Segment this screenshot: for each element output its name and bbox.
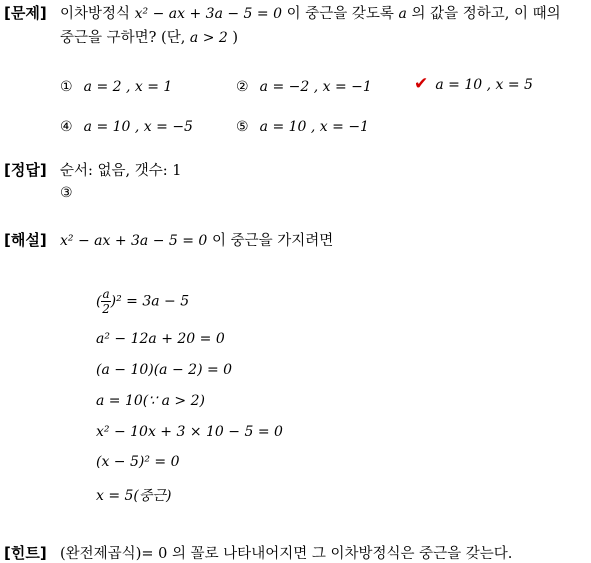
fraction-numerator: a (102, 287, 110, 301)
check-mark-icon: ✔ (414, 74, 429, 94)
step-7: x = 5(중근) (96, 488, 172, 504)
problem-text: 이 중근을 갖도록 (286, 6, 394, 22)
explanation-tag: [해설] (4, 231, 47, 249)
choice-mark: ④ (60, 119, 73, 135)
answer-tag: [정답] (4, 161, 47, 179)
problem-text: 이차방정식 (60, 6, 131, 22)
step-2: a² − 12a + 20 = 0 (96, 331, 225, 347)
choice-mark: ① (60, 79, 73, 95)
problem-equation: x² − ax + 3a − 5 = 0 (134, 6, 282, 22)
explanation-text: 이 중근을 가지려면 (211, 233, 334, 249)
choice-2[interactable] (236, 76, 372, 95)
choice-4[interactable] (60, 116, 193, 135)
fraction (101, 288, 110, 315)
explanation-lead (60, 229, 333, 250)
explanation-equation: x² − ax + 3a − 5 = 0 (60, 233, 208, 249)
choice-mark: ② (236, 79, 249, 95)
step-3: (a − 10)(a − 2) = 0 (96, 362, 233, 378)
problem-line-2 (60, 26, 238, 47)
variable-a: a (398, 6, 407, 22)
problem-text: ) (232, 30, 239, 46)
choice-3[interactable] (414, 74, 533, 94)
choice-1[interactable] (60, 76, 172, 95)
answer-line: 순서: 없음, 갯수: 1 (60, 163, 182, 179)
choice-text: a = 10 , x = −5 (83, 119, 193, 135)
choice-5[interactable] (236, 116, 369, 135)
problem-tag: [문제] (4, 4, 47, 22)
fraction-denominator: 2 (102, 302, 110, 316)
choice-text: a = 10 , x = −1 (259, 119, 369, 135)
problem-condition: a > 2 (189, 30, 228, 46)
choice-text: a = 10 , x = 5 (435, 77, 533, 93)
problem-text: 중근을 구하면? (단, (60, 30, 186, 46)
choice-text: a = 2 , x = 1 (83, 79, 173, 95)
step-4: a = 10(∵ a > 2) (96, 393, 205, 409)
hint-text: (완전제곱식)= 0 의 꼴로 나타내어지면 그 이차방정식은 중근을 갖는다. (60, 546, 513, 562)
hint-tag: [힌트] (4, 544, 47, 562)
step-5: x² − 10x + 3 × 10 − 5 = 0 (96, 424, 283, 440)
answer-mark: ③ (60, 185, 73, 201)
problem-text: 의 값을 정하고, 이 때의 (411, 6, 561, 22)
step-1-rhs: )² = 3a − 5 (110, 293, 190, 310)
choice-text: a = −2 , x = −1 (259, 79, 372, 95)
step-6: (x − 5)² = 0 (96, 454, 180, 470)
step-1 (96, 288, 189, 315)
problem-line-1 (60, 2, 561, 23)
choice-mark: ⑤ (236, 119, 249, 135)
open-paren: ( (96, 293, 102, 310)
